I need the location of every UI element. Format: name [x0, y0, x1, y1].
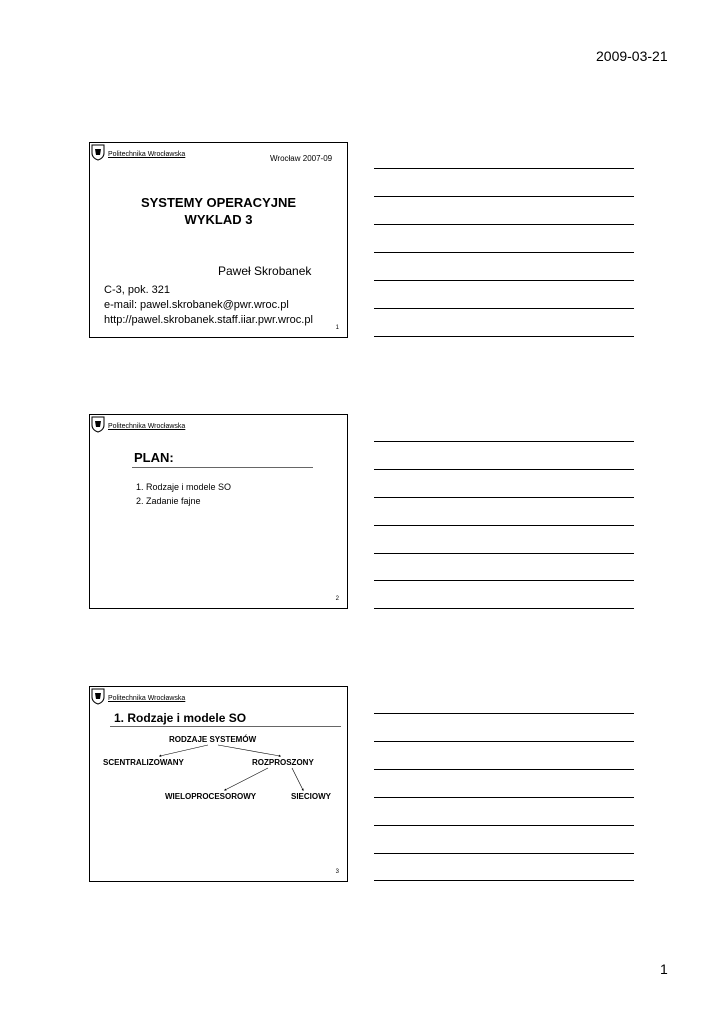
connector-line: [218, 745, 280, 756]
institution-name: Politechnika Wrocławska: [108, 423, 186, 430]
university-crest-icon: [91, 416, 105, 433]
title-line-1: SYSTEMY OPERACYJNE: [140, 195, 297, 210]
note-line: [374, 336, 634, 337]
note-line: [374, 308, 634, 309]
slide-number: 3: [335, 869, 339, 875]
tree-node-network: SIECIOWY: [291, 792, 332, 801]
note-line: [374, 713, 634, 714]
title-rule: [132, 467, 313, 468]
page-date: 2009-03-21: [596, 48, 668, 64]
institution-name: Politechnika Wrocławska: [108, 151, 186, 158]
slide-title: PLAN:: [134, 450, 174, 465]
email: e-mail: pawel.skrobanek@pwr.wroc.pl: [104, 299, 289, 311]
note-line: [374, 880, 634, 881]
connector-line: [160, 745, 208, 756]
tree-node-multiprocessor: WIELOPROCESOROWY: [165, 792, 257, 801]
slide-number: 1: [335, 325, 339, 331]
page-number: 1: [660, 961, 668, 977]
connector-line: [292, 768, 303, 790]
note-line: [374, 825, 634, 826]
university-crest-icon: [91, 144, 105, 161]
note-line: [374, 797, 634, 798]
website: http://pawel.skrobanek.staff.iiar.pwr.wroc.pl: [104, 314, 313, 326]
office: C-3, pok. 321: [104, 284, 171, 296]
slide-1: [89, 142, 348, 338]
tree-node-distributed: ROZPROSZONY: [252, 758, 314, 767]
note-line: [374, 168, 634, 169]
plan-list: [136, 480, 231, 508]
note-line: [374, 769, 634, 770]
slide-title: 1. Rodzaje i modele SO: [114, 711, 247, 725]
note-line: [374, 252, 634, 253]
tree-node-centralized: SCENTRALIZOWANY: [103, 758, 184, 767]
slide-title: [90, 194, 347, 228]
slide-2: [89, 414, 348, 609]
note-line: [374, 608, 634, 609]
institution-name: Politechnika Wrocławska: [108, 695, 186, 702]
note-line: [374, 853, 634, 854]
note-line: [374, 553, 634, 554]
note-line: [374, 580, 634, 581]
note-line: [374, 497, 634, 498]
connector-line: [225, 768, 268, 790]
note-line: [374, 196, 634, 197]
tree-connectors: [90, 687, 349, 883]
note-line: [374, 469, 634, 470]
slide-number: 2: [335, 596, 339, 602]
title-line-2: WYKLAD 3: [184, 212, 253, 227]
list-item: 1. Rodzaje i modele SO: [136, 482, 232, 492]
list-item: 2. Zadanie fajne: [136, 496, 201, 506]
tree-root: RODZAJE SYSTEMÓW: [169, 735, 257, 744]
slide-3: [89, 686, 348, 882]
note-line: [374, 224, 634, 225]
note-line: [374, 525, 634, 526]
author-name: Paweł Skrobanek: [218, 264, 312, 278]
slide-date: Wrocław 2007-09: [270, 154, 333, 163]
note-line: [374, 441, 634, 442]
note-line: [374, 741, 634, 742]
contact-info: [104, 283, 313, 328]
note-line: [374, 280, 634, 281]
